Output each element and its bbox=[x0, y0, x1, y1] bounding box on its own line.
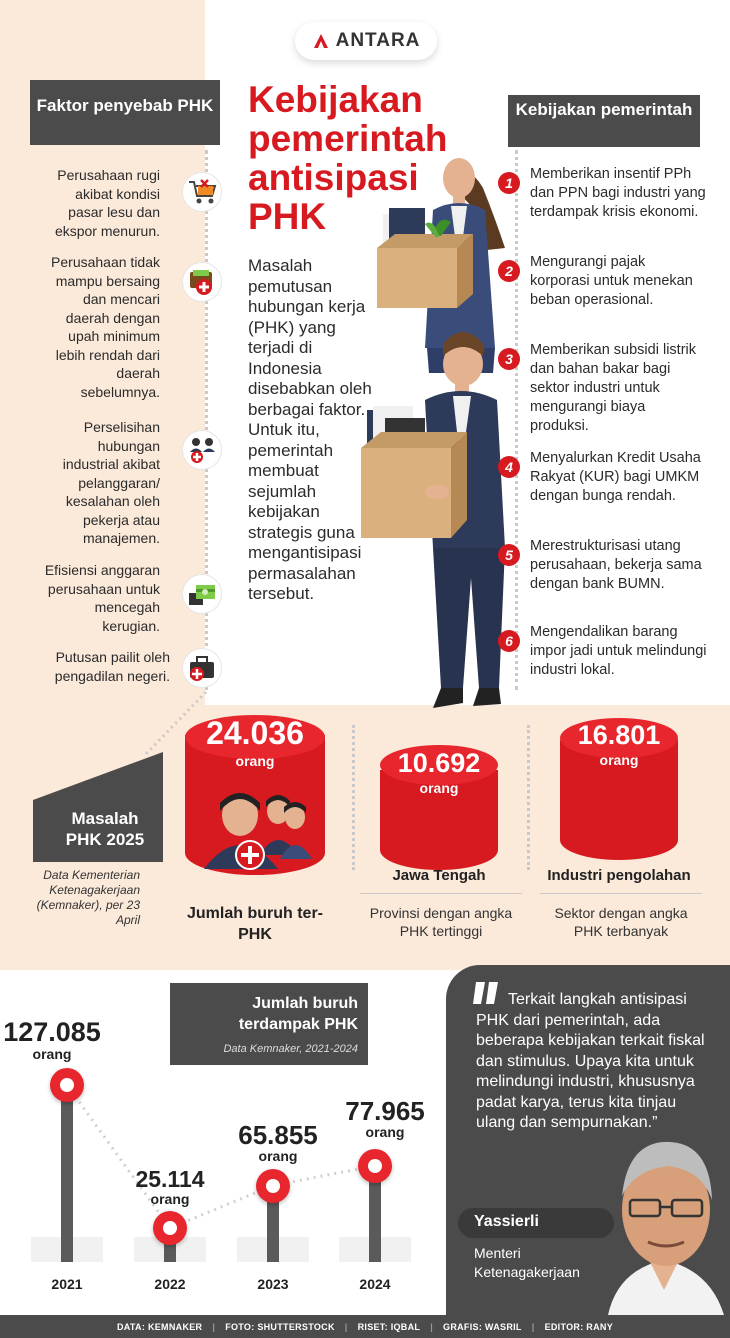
masalah-source: Data Kementerian Ketenagakerjaan (Kemnaker), per 23 April bbox=[36, 868, 140, 927]
chart-title: Jumlah buruh terdampak PHK bbox=[238, 995, 358, 1033]
chart-year-label-2024: 2024 bbox=[359, 1276, 391, 1292]
policy-item-2: Mengurangi pajak korporasi untuk menekan beban operasional. bbox=[530, 254, 693, 308]
stat-1-label: Jumlah buruh ter-PHK bbox=[186, 905, 323, 943]
policy-item-4: Menyalurkan Kredit Usaha Rakyat (KUR) bagi UMKM dengan bunga rendah. bbox=[530, 450, 701, 504]
policy-item-6: Mengendalikan barang impor jadi untuk melindungi industri lokal. bbox=[530, 624, 707, 678]
chart-value-label-2021: 127.085 bbox=[3, 1017, 101, 1047]
chart-point-2022 bbox=[153, 1211, 187, 1245]
speaker-role: Menteri Ketenagakerjaan bbox=[474, 1245, 580, 1280]
stat-2-label: Jawa Tengah bbox=[392, 867, 486, 884]
shopping-cart-icon bbox=[182, 172, 222, 212]
chart-point-2024 bbox=[358, 1149, 392, 1183]
cause-item-2: Perusahaan tidak mampu bersaing dan mencari daerah dengan upah minimum lebih rendah dari daerah sebelumnya. bbox=[51, 254, 160, 400]
chart-unit-label-2024: orang bbox=[365, 1123, 405, 1140]
chart-source: Data Kemnaker, 2021-2024 bbox=[223, 1043, 358, 1055]
policies-connector-line bbox=[515, 150, 518, 690]
workers-group-icon bbox=[200, 785, 315, 870]
speaker-name: Yassierli bbox=[474, 1213, 539, 1230]
chart-value-label-2023: 65.855 bbox=[238, 1119, 318, 1150]
chart-year-label-2022: 2022 bbox=[154, 1276, 186, 1292]
causes-header-text: Faktor penyebab PHK bbox=[36, 96, 214, 115]
policies-header-text: Kebijakan pemerintah bbox=[515, 100, 693, 119]
cause-item-5: Putusan pailit oleh pengadilan negeri. bbox=[54, 649, 170, 684]
policy-number-1: 1 bbox=[498, 172, 520, 194]
credit-editor: EDITOR: RANY bbox=[544, 1321, 613, 1332]
briefcase-icon bbox=[182, 648, 222, 688]
policy-number-4: 4 bbox=[498, 456, 520, 478]
cause-item-4: Efisiensi anggaran perusahaan untuk mencegah kerugian. bbox=[44, 562, 160, 634]
chart-unit-label-2023: orang bbox=[258, 1147, 298, 1164]
chart-year-label-2021: 2021 bbox=[51, 1276, 83, 1292]
chart-point-2023 bbox=[256, 1169, 290, 1203]
policies-header bbox=[508, 95, 700, 147]
stat-3-label: Industri pengolahan bbox=[547, 867, 691, 884]
chart-bar-2021 bbox=[61, 1085, 73, 1262]
chart-year-label-2023: 2023 bbox=[257, 1276, 289, 1292]
stat-3-value: 16.801 bbox=[577, 720, 661, 750]
cause-item-3: Perselisihan hubungan industrial akibat pelanggaran/ kesalahan oleh pekerja atau manajemen. bbox=[62, 419, 160, 546]
quote-body: Terkait langkah antisipasi PHK dari pemerintah, ada beberapa kebijakan terkait fiskal dan stimulus. Upaya kita untuk melindungi industri, khususnya padat karya, terus kita tinjau ulang dan sempurnakan.” bbox=[476, 991, 705, 1131]
chart-unit-label-2021: orang bbox=[32, 1046, 72, 1062]
causes-header bbox=[30, 80, 220, 145]
cause-item-1: Perusahaan rugi akibat kondisi pasar lesu dan ekspor menurun. bbox=[54, 167, 160, 239]
chart-value-label-2022: 25.114 bbox=[135, 1166, 205, 1192]
policy-number-3: 3 bbox=[498, 348, 520, 370]
policy-number-2: 2 bbox=[498, 260, 520, 282]
minister-portrait bbox=[598, 1130, 730, 1315]
logo-text: ANTARA bbox=[335, 30, 421, 51]
chart-value-label-2024: 77.965 bbox=[345, 1095, 425, 1126]
stats-divider-2 bbox=[527, 725, 530, 870]
stat-1-value: 24.036 bbox=[206, 715, 304, 751]
credit-data: DATA: KEMNAKER bbox=[117, 1321, 203, 1332]
policy-number-5: 5 bbox=[498, 544, 520, 566]
stat-2-unit: orang bbox=[419, 780, 459, 796]
policy-item-3: Memberikan subsidi listrik dan bahan bakar bagi sektor industri untuk mengurangi biaya produksi. bbox=[530, 342, 696, 434]
credit-research: RISET: IQBAL bbox=[357, 1321, 421, 1332]
stat-3-unit: orang bbox=[599, 752, 639, 768]
masalah-header: Masalah PHK 2025 bbox=[65, 809, 145, 849]
money-stack-icon bbox=[182, 574, 222, 614]
page-title: Kebijakan pemerintah antisipasi PHK bbox=[248, 79, 448, 237]
quote-text bbox=[476, 990, 706, 1134]
credits-footer: DATA: KEMNAKER | FOTO: SHUTTERSTOCK | RISET: IQBAL | GRAFIS: WASRIL | EDITOR: RANY bbox=[0, 1315, 730, 1338]
policy-item-1: Memberikan insentif PPh dan PPN bagi industri yang terdampak krisis ekonomi. bbox=[530, 166, 706, 220]
credit-graphics: GRAFIS: WASRIL bbox=[443, 1321, 522, 1332]
chart-unit-label-2022: orang bbox=[150, 1191, 190, 1207]
policy-item-5: Merestrukturisasi utang perusahaan, bekerja sama dengan bank BUMN. bbox=[530, 538, 702, 592]
stat-2-value: 10.692 bbox=[397, 748, 481, 778]
dispute-people-icon bbox=[182, 430, 222, 470]
workers-carrying-boxes-illustration bbox=[355, 148, 515, 718]
stat-2-divider bbox=[360, 893, 522, 894]
credit-photo: FOTO: SHUTTERSTOCK bbox=[225, 1321, 335, 1332]
antara-logo[interactable] bbox=[295, 22, 437, 60]
stat-1-unit: orang bbox=[235, 753, 275, 769]
stats-divider-1 bbox=[352, 725, 355, 870]
intro-text: Masalah pemutusan hubungan kerja (PHK) yang terjadi di Indonesia disebabkan oleh berbagai faktor. Untuk itu, pemerintah membuat sejumlah kebijakan strategis guna mengantisipasi permasalahan tersebut. bbox=[248, 256, 372, 603]
policy-number-6: 6 bbox=[498, 630, 520, 652]
chart-point-2021 bbox=[50, 1068, 84, 1102]
stat-3-description: Sektor dengan angka PHK terbanyak bbox=[554, 905, 688, 939]
stat-3-divider bbox=[540, 893, 702, 894]
stat-2-description: Provinsi dengan angka PHK tertinggi bbox=[369, 905, 513, 939]
wallet-icon bbox=[182, 262, 222, 302]
antara-logo-mark-icon bbox=[312, 32, 330, 50]
